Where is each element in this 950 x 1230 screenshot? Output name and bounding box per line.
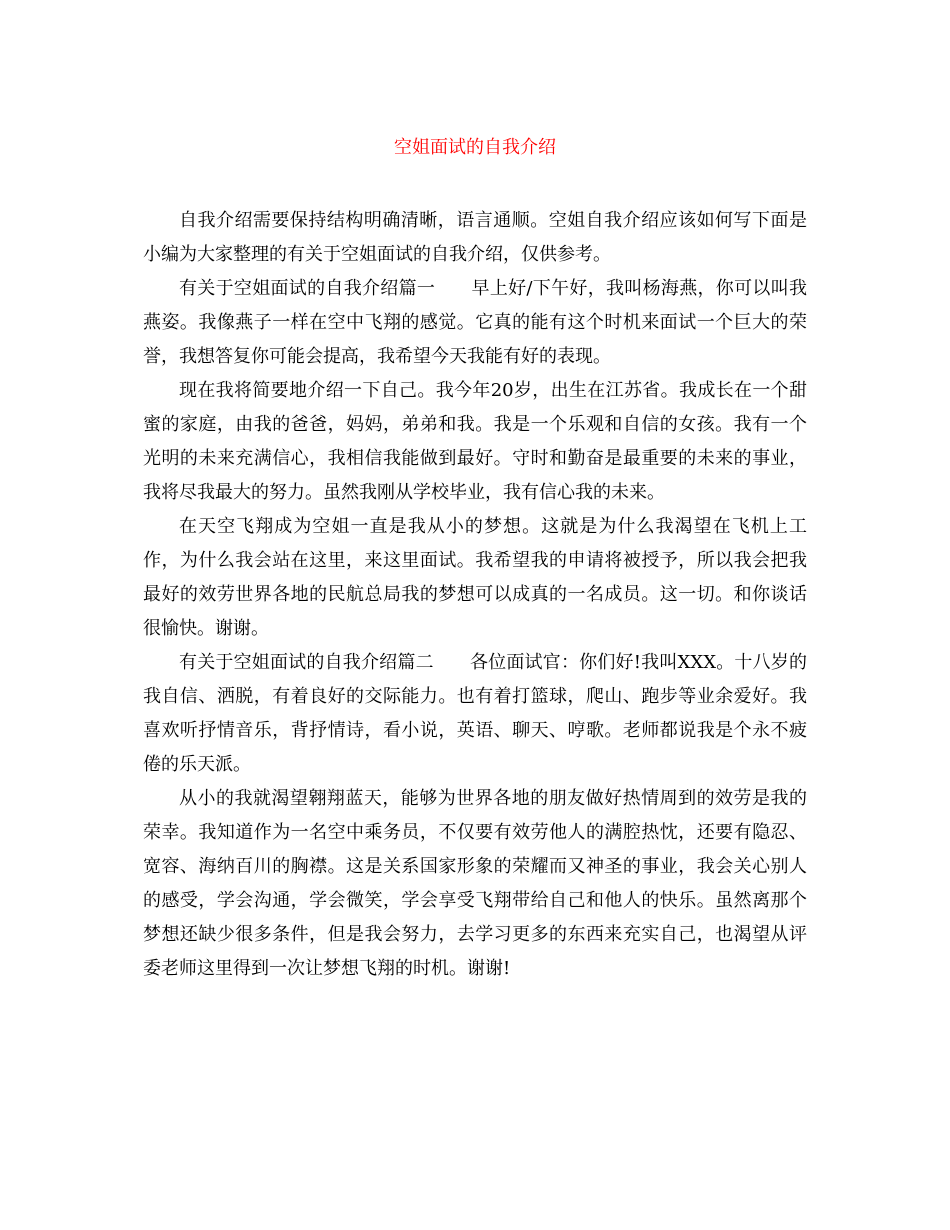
paragraph-text: 从小的我就渴望翱翔蓝天，能够为世界各地的朋友做好热情周到的效劳是我的荣幸。我知道作为一名空中乘务员，不仅要有效劳他人的满腔热忱，还要有隐忍、宽容、海纳百川的胸襟。这是关系国家形象的荣耀而又神圣的事业，我会关心别人的感受，学会沟通，学会微笑，学会享受飞翔带给自己和他人的快乐。虽然离那个梦想还缺少很多条件，但是我会努力，去学习更多的东西来充实自己，也渴望从评委老师这里得到一次让梦想飞翔的时机。谢谢! bbox=[143, 788, 807, 979]
paragraph-dream bbox=[143, 510, 807, 646]
document-body bbox=[143, 204, 807, 986]
paragraph-section-two bbox=[143, 646, 807, 782]
paragraph-section-one bbox=[143, 272, 807, 374]
paragraph-text: 自我介绍需要保持结构明确清晰，语言通顺。空姐自我介绍应该如何写下面是小编为大家整理的有关于空姐面试的自我介绍，仅供参考。 bbox=[143, 210, 807, 265]
paragraph-text: 各位面试官：你们好!我叫XXX。十八岁的我自信、洒脱，有着良好的交际能力。也有着打篮球，爬山、跑步等业余爱好。我喜欢听抒情音乐，背抒情诗，看小说，英语、聊天、哼歌。老师都说我是个永不疲倦的乐天派。 bbox=[143, 652, 807, 775]
paragraph-text: 早上好/下午好，我叫杨海燕，你可以叫我燕姿。我像燕子一样在空中飞翔的感觉。它真的能有这个时机来面试一个巨大的荣誉，我想答复你可能会提高，我希望今天我能有好的表现。 bbox=[143, 278, 807, 367]
paragraph-text: 在天空飞翔成为空姐一直是我从小的梦想。这就是为什么我渴望在飞机上工作，为什么我会站在这里，来这里面试。我希望我的申请将被授予，所以我会把我最好的效劳世界各地的民航总局我的梦想可以成真的一名成员。这一切。和你谈话很愉快。谢谢。 bbox=[143, 516, 807, 639]
paragraph-closing bbox=[143, 782, 807, 986]
document-title: 空姐面试的自我介绍 bbox=[394, 137, 556, 158]
section-heading: 有关于空姐面试的自我介绍篇一 bbox=[179, 278, 436, 299]
paragraph-text: 现在我将简要地介绍一下自己。我今年20岁，出生在江苏省。我成长在一个甜蜜的家庭，由我的爸爸，妈妈，弟弟和我。我是一个乐观和自信的女孩。我有一个光明的未来充满信心，我相信我能做到最好。守时和勤奋是最重要的未来的事业，我将尽我最大的努力。虽然我刚从学校毕业，我有信心我的未来。 bbox=[143, 380, 807, 503]
paragraph-intro bbox=[143, 204, 807, 272]
section-heading: 有关于空姐面试的自我介绍篇二 bbox=[179, 652, 434, 673]
paragraph-self-intro bbox=[143, 374, 807, 510]
